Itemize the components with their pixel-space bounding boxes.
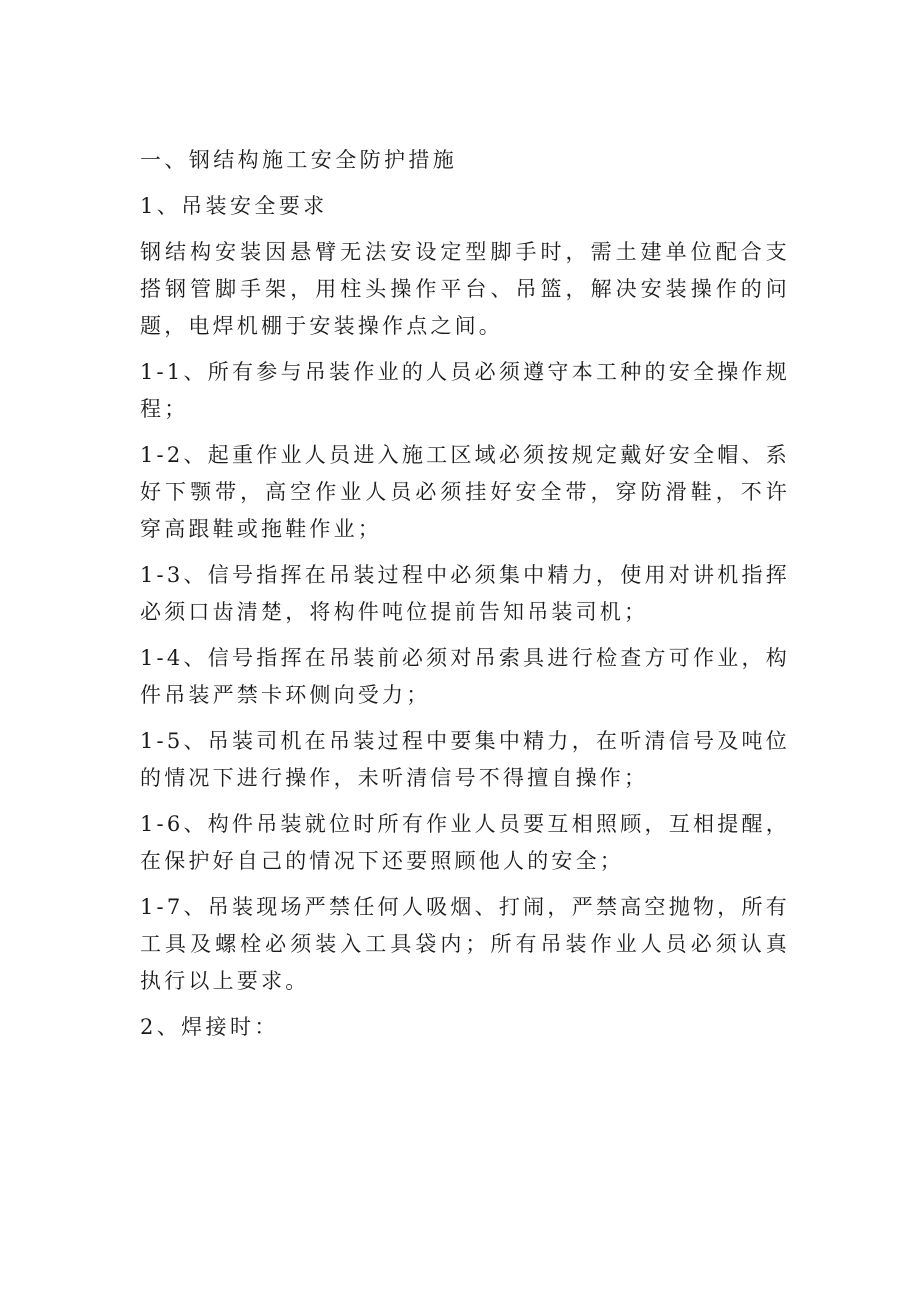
document-body <box>140 142 790 1055</box>
list-item: 1-4、信号指挥在吊装前必须对吊索具进行检查方可作业，构件吊装严禁卡环侧向受力； <box>140 646 790 707</box>
list-item: 1-5、吊装司机在吊装过程中要集中精力，在听清信号及吨位的情况下进行操作，未听清信号不得擅自操作； <box>140 729 790 790</box>
list-item: 1-1、所有参与吊装作业的人员必须遵守本工种的安全操作规程； <box>140 360 790 421</box>
intro-paragraph: 钢结构安装因悬臂无法安设定型脚手时，需土建单位配合支搭钢管脚手架，用柱头操作平台、吊篮，解决安装操作的问题，电焊机棚于安装操作点之间。 <box>140 240 790 338</box>
list-item: 1-2、起重作业人员进入施工区域必须按规定戴好安全帽、系好下颚带，高空作业人员必须挂好安全带，穿防滑鞋，不许穿高跟鞋或拖鞋作业； <box>140 443 790 541</box>
section-heading-welding: 2、焊接时： <box>140 1015 279 1039</box>
list-item: 1-3、信号指挥在吊装过程中必须集中精力，使用对讲机指挥必须口齿清楚，将构件吨位提前告知吊装司机； <box>140 563 790 624</box>
list-item: 1-6、构件吊装就位时所有作业人员要互相照顾，互相提醒，在保护好自己的情况下还要照顾他人的安全； <box>140 812 790 873</box>
document-title: 一、钢结构施工安全防护措施 <box>140 148 458 172</box>
list-item: 1-7、吊装现场严禁任何人吸烟、打闹，严禁高空抛物，所有工具及螺栓必须装入工具袋内；所有吊装作业人员必须认真执行以上要求。 <box>140 895 790 993</box>
section-heading-lifting: 1、吊装安全要求 <box>140 194 328 218</box>
